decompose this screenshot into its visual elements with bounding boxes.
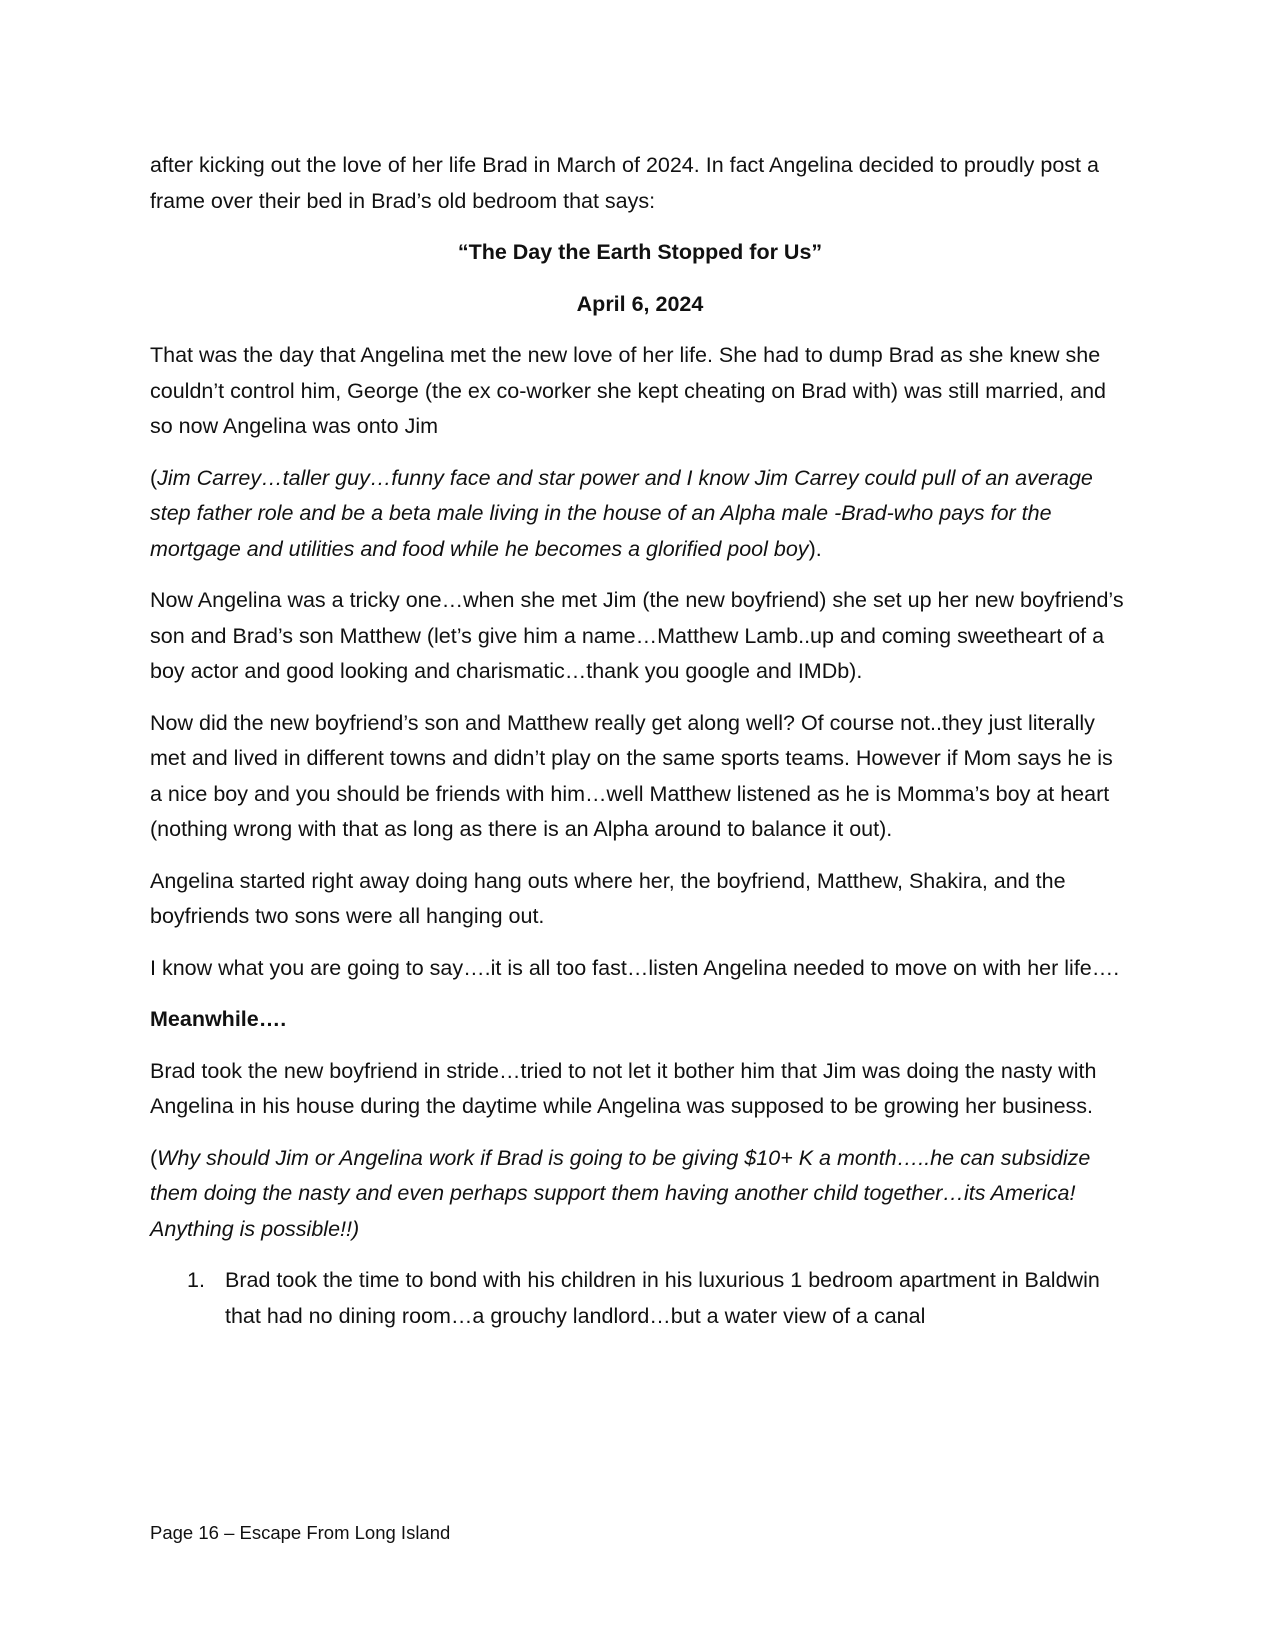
paragraph-4: Now Angelina was a tricky one…when she met Jim (the new boyfriend) she set up her new boyfriend’s son and Brad’s son Matthew (let’s give him a name…Matthew Lamb..up and coming sweetheart of a boy actor and good looking and charismatic…thank you google and IMDb). xyxy=(150,588,1124,683)
paragraph-5: Now did the new boyfriend’s son and Matthew really get along well? Of course not..they just literally met and lived in different towns and didn’t play on the same sports teams. However if Mom says he is a nice boy and you should be friends with him…well Matthew listened as he is Momma’s boy at heart (nothing wrong with that as long as there is an Alpha around to balance it out). xyxy=(150,710,1113,841)
paragraph-8: Brad took the new boyfriend in stride…tried to not let it bother him that Jim was doing the nasty with Angelina in his house during the daytime while Angelina was supposed to be growing her business. xyxy=(150,1058,1097,1118)
page-footer: Page 16 – Escape From Long Island xyxy=(150,1522,451,1543)
paragraph-2: That was the day that Angelina met the new love of her life. She had to dump Brad as she knew she couldn’t control him, George (the ex co-worker she kept cheating on Brad with) was still married, and so now Angelina was onto Jim xyxy=(150,343,1106,438)
paragraph-9-italic: Why should Jim or Angelina work if Brad is going to be giving $10+ K a month…..he can subsidize them doing the nasty and even perhaps support them having another child together…its America! Anything is possible!!) xyxy=(150,1145,1091,1241)
frame-title: “The Day the Earth Stopped for Us” xyxy=(457,240,823,264)
list-item-number: 1. xyxy=(187,1268,205,1292)
list-item-text: Brad took the time to bond with his children in his luxurious 1 bedroom apartment in Baldwin that had no dining room…a grouchy landlord…but a water view of a canal xyxy=(225,1268,1100,1328)
document-body xyxy=(150,148,1130,1334)
section-heading: Meanwhile…. xyxy=(150,1007,287,1031)
paragraph-7: I know what you are going to say….it is all too fast…listen Angelina needed to move on with her life…. xyxy=(150,955,1120,980)
paragraph-3-open: ( xyxy=(150,465,158,490)
paragraph-1: after kicking out the love of her life Brad in March of 2024. In fact Angelina decided to proudly post a frame over their bed in Brad’s old bedroom that says: xyxy=(150,153,1099,213)
paragraph-9-open: ( xyxy=(150,1145,158,1170)
paragraph-3-close: ). xyxy=(808,536,822,561)
paragraph-3 xyxy=(150,461,1130,568)
paragraph-9 xyxy=(150,1141,1130,1248)
list-item xyxy=(150,1263,1130,1334)
frame-date: April 6, 2024 xyxy=(576,291,704,316)
paragraph-3-italic: Jim Carrey…taller guy…funny face and star power and I know Jim Carrey could pull of an average step father role and be a beta male living in the house of an Alpha male -Brad-who pays for the mortgage and utilities and food while he becomes a glorified pool boy xyxy=(150,465,1093,561)
paragraph-6: Angelina started right away doing hang outs where her, the boyfriend, Matthew, Shakira, and the boyfriends two sons were all hanging out. xyxy=(150,868,1066,928)
numbered-list xyxy=(150,1263,1130,1334)
